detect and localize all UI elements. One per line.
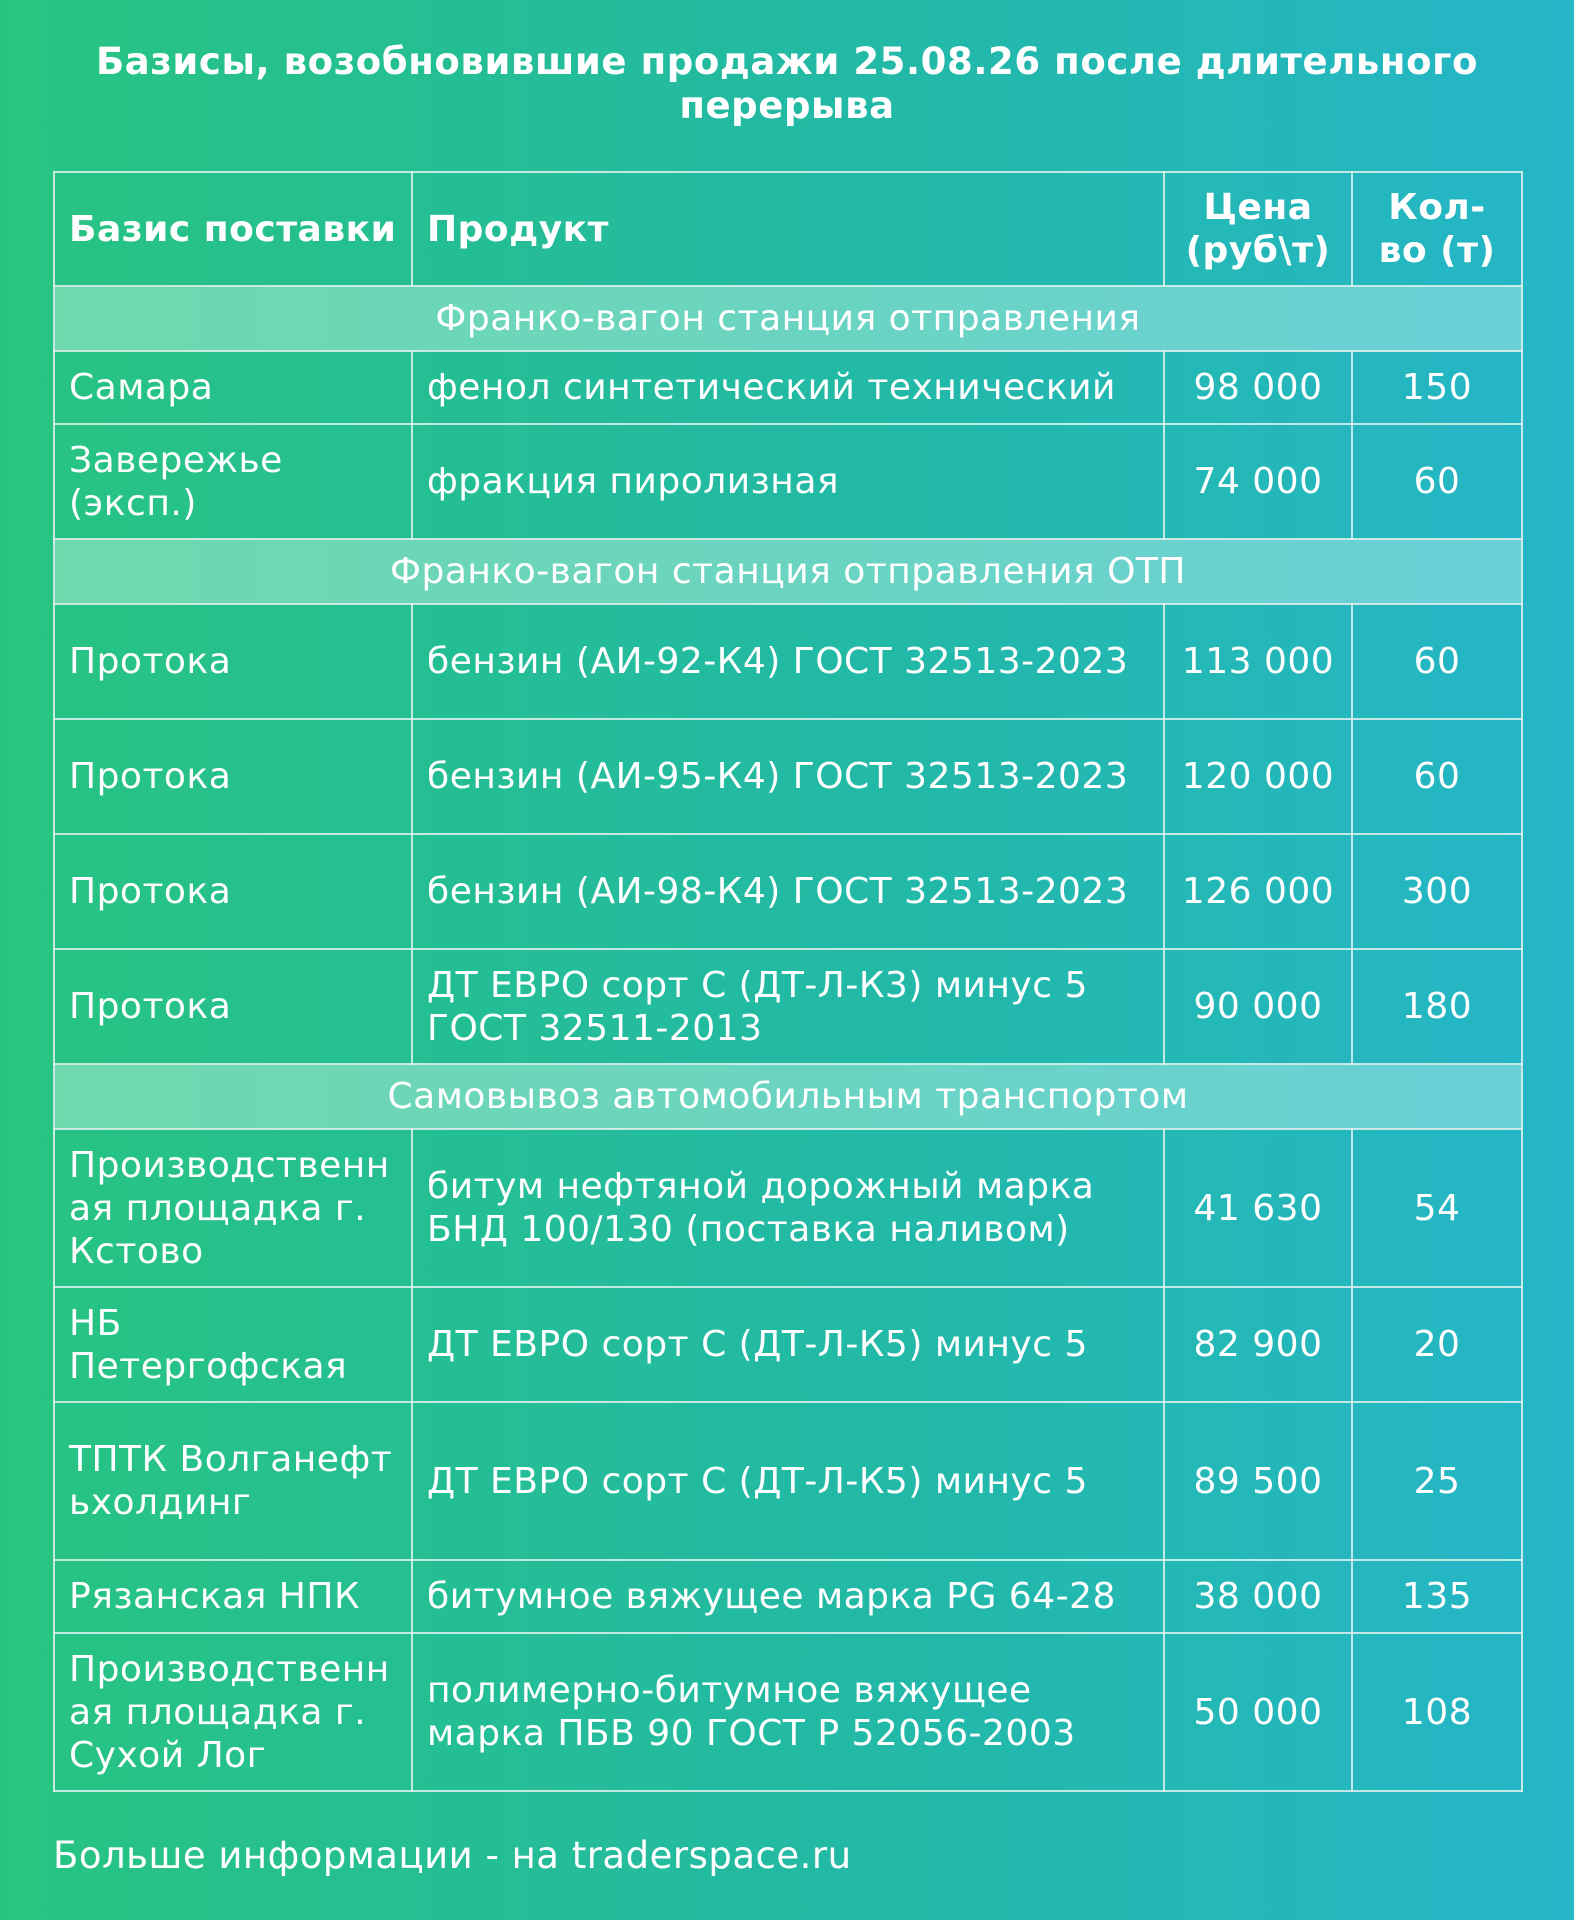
cell-qty: 60 — [1352, 604, 1522, 719]
cell-product: ДТ ЕВРО сорт С (ДТ-Л-К5) минус 5 — [412, 1402, 1164, 1560]
cell-qty: 20 — [1352, 1287, 1522, 1402]
cell-qty: 135 — [1352, 1560, 1522, 1633]
cell-qty: 60 — [1352, 424, 1522, 539]
section-row — [54, 539, 1522, 604]
cell-product: ДТ ЕВРО сорт С (ДТ-Л-К3) минус 5 ГОСТ 32511-2013 — [412, 949, 1164, 1064]
column-header-price: Цена (руб\т) — [1164, 172, 1352, 286]
cell-price: 74 000 — [1164, 424, 1352, 539]
column-header-product: Продукт — [412, 172, 1164, 286]
cell-price: 90 000 — [1164, 949, 1352, 1064]
section-title: Франко-вагон станция отправления — [54, 286, 1522, 351]
table-row — [54, 1633, 1522, 1791]
cell-product: битумное вяжущее марка PG 64-28 — [412, 1560, 1164, 1633]
cell-price: 82 900 — [1164, 1287, 1352, 1402]
cell-product: фракция пиролизная — [412, 424, 1164, 539]
cell-basis: Производственная площадка г. Кстово — [54, 1129, 412, 1287]
cell-price: 113 000 — [1164, 604, 1352, 719]
cell-qty: 108 — [1352, 1633, 1522, 1791]
cell-product: ДТ ЕВРО сорт С (ДТ-Л-К5) минус 5 — [412, 1287, 1164, 1402]
footer-text: Больше информации - на traderspace.ru — [53, 1834, 852, 1877]
cell-product: бензин (АИ-98-К4) ГОСТ 32513-2023 — [412, 834, 1164, 949]
table-row — [54, 949, 1522, 1064]
cell-basis: Рязанская НПК — [54, 1560, 412, 1633]
cell-basis: Протока — [54, 834, 412, 949]
cell-price: 120 000 — [1164, 719, 1352, 834]
cell-basis: Протока — [54, 719, 412, 834]
cell-basis: Производственная площадка г. Сухой Лог — [54, 1633, 412, 1791]
cell-price: 126 000 — [1164, 834, 1352, 949]
cell-price: 89 500 — [1164, 1402, 1352, 1560]
cell-basis: Завережье (эксп.) — [54, 424, 412, 539]
cell-price: 98 000 — [1164, 351, 1352, 424]
page-title: Базисы, возобновившие продажи 25.08.26 после длительного перерыва — [95, 40, 1479, 127]
section-title: Франко-вагон станция отправления ОТП — [54, 539, 1522, 604]
cell-qty: 54 — [1352, 1129, 1522, 1287]
cell-basis: НБ Петергофская — [54, 1287, 412, 1402]
column-header-qty: Кол-во (т) — [1352, 172, 1522, 286]
cell-qty: 150 — [1352, 351, 1522, 424]
table-row — [54, 1560, 1522, 1633]
cell-price: 50 000 — [1164, 1633, 1352, 1791]
cell-product: битум нефтяной дорожный марка БНД 100/130 (поставка наливом) — [412, 1129, 1164, 1287]
cell-price: 41 630 — [1164, 1129, 1352, 1287]
cell-qty: 60 — [1352, 719, 1522, 834]
table-row — [54, 604, 1522, 719]
cell-product: бензин (АИ-92-К4) ГОСТ 32513-2023 — [412, 604, 1164, 719]
table-row — [54, 351, 1522, 424]
cell-basis: Протока — [54, 949, 412, 1064]
cell-basis: ТПТК Волганефтьхолдинг — [54, 1402, 412, 1560]
column-header-basis: Базис поставки — [54, 172, 412, 286]
cell-product: фенол синтетический технический — [412, 351, 1164, 424]
table-row — [54, 1402, 1522, 1560]
table-row — [54, 424, 1522, 539]
table-row — [54, 1287, 1522, 1402]
cell-qty: 300 — [1352, 834, 1522, 949]
cell-price: 38 000 — [1164, 1560, 1352, 1633]
cell-basis: Самара — [54, 351, 412, 424]
table-header-row — [54, 172, 1522, 286]
cell-product: полимерно-битумное вяжущее марка ПБВ 90 ГОСТ Р 52056-2003 — [412, 1633, 1164, 1791]
table-row — [54, 834, 1522, 949]
section-row — [54, 1064, 1522, 1129]
section-title: Самовывоз автомобильным транспортом — [54, 1064, 1522, 1129]
cell-qty: 25 — [1352, 1402, 1522, 1560]
basis-table — [53, 171, 1523, 1792]
table-row — [54, 1129, 1522, 1287]
cell-product: бензин (АИ-95-К4) ГОСТ 32513-2023 — [412, 719, 1164, 834]
cell-qty: 180 — [1352, 949, 1522, 1064]
table-row — [54, 719, 1522, 834]
section-row — [54, 286, 1522, 351]
cell-basis: Протока — [54, 604, 412, 719]
